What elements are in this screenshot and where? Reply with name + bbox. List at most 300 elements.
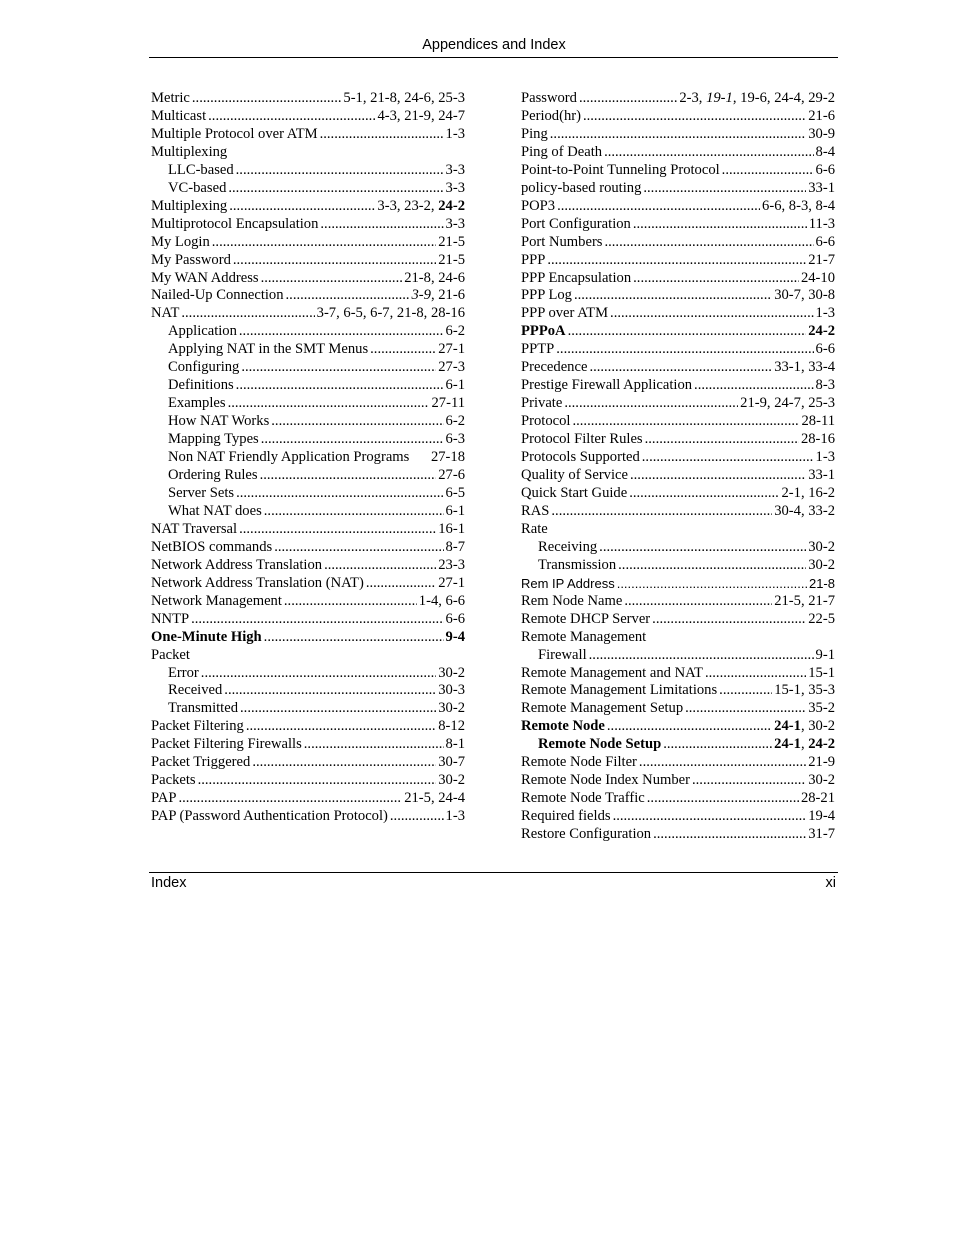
index-entry bbox=[521, 682, 835, 700]
dot-leader bbox=[192, 90, 341, 108]
index-entry bbox=[521, 108, 835, 126]
index-term: Required fields bbox=[521, 808, 611, 825]
index-term: How NAT Works bbox=[168, 413, 270, 430]
dot-leader bbox=[643, 180, 806, 198]
page-ref: 6-5 bbox=[445, 484, 465, 501]
dot-leader bbox=[252, 754, 436, 772]
index-term: Remote Management and NAT bbox=[521, 664, 703, 681]
dot-leader bbox=[366, 575, 436, 593]
index-term: Network Management bbox=[151, 592, 282, 609]
dot-leader bbox=[630, 467, 806, 485]
index-term: Quality of Service bbox=[521, 467, 628, 484]
index-term: Receiving bbox=[538, 538, 598, 555]
dot-leader bbox=[390, 808, 444, 826]
dot-leader bbox=[241, 359, 436, 377]
index-entry bbox=[151, 162, 465, 180]
index-page-refs bbox=[801, 790, 835, 808]
index-page-refs bbox=[446, 126, 465, 144]
index-term: Remote Management Limitations bbox=[521, 682, 718, 699]
dot-leader bbox=[246, 718, 436, 736]
page-ref: 2-3, bbox=[679, 90, 707, 106]
index-term: Protocol Filter Rules bbox=[521, 431, 643, 448]
dot-leader bbox=[613, 808, 807, 826]
index-page-refs bbox=[419, 593, 465, 611]
dot-leader bbox=[274, 539, 443, 557]
page-ref: 28-21 bbox=[800, 790, 835, 807]
dot-leader bbox=[191, 611, 443, 629]
index-term: PAP bbox=[151, 790, 177, 807]
index-term: Quick Start Guide bbox=[521, 484, 628, 501]
page-ref: 9-4 bbox=[445, 628, 465, 645]
index-term: Packets bbox=[151, 772, 196, 789]
page-ref: 5-1, 21-8, 24-6, 25-3 bbox=[343, 90, 465, 106]
index-term: Multiprotocol Encapsulation bbox=[151, 215, 319, 232]
footer-page-number: xi bbox=[825, 875, 836, 891]
index-entry bbox=[151, 252, 465, 270]
index-entry bbox=[521, 736, 835, 754]
index-entry bbox=[521, 700, 835, 718]
page-ref: 24-1 bbox=[774, 718, 801, 735]
index-page-refs bbox=[438, 359, 465, 377]
index-entry bbox=[521, 431, 835, 449]
dot-leader bbox=[304, 736, 444, 754]
dot-leader bbox=[564, 395, 738, 413]
index-entry bbox=[521, 521, 835, 539]
index-term: Network Address Translation bbox=[151, 556, 323, 573]
index-term: Rem IP Address bbox=[521, 575, 615, 591]
index-term: Packet Triggered bbox=[151, 754, 251, 771]
index-term: Rem Node Name bbox=[521, 592, 623, 609]
index-page-refs bbox=[438, 467, 465, 485]
page-ref: 27-11 bbox=[431, 395, 465, 412]
index-page-refs bbox=[816, 234, 835, 252]
index-page-refs bbox=[816, 341, 835, 359]
index-term: Protocol bbox=[521, 413, 571, 430]
dot-leader bbox=[599, 539, 806, 557]
index-entry bbox=[521, 808, 835, 826]
page-ref: 28-11 bbox=[801, 413, 835, 430]
index-term: Remote Management Setup bbox=[521, 700, 684, 717]
dot-leader bbox=[212, 234, 436, 252]
index-page-refs bbox=[438, 252, 465, 270]
page-ref: 24-2 bbox=[438, 197, 465, 214]
index-page-refs bbox=[377, 198, 465, 216]
index-entry bbox=[151, 593, 465, 611]
dot-leader bbox=[663, 736, 772, 754]
dot-leader bbox=[583, 108, 806, 126]
dot-leader bbox=[239, 521, 436, 539]
page-ref: 30-4, 33-2 bbox=[774, 502, 835, 519]
dot-leader bbox=[236, 485, 443, 503]
page-ref: , bbox=[800, 736, 809, 753]
page-ref: 6-6 bbox=[445, 610, 465, 627]
index-entry bbox=[151, 377, 465, 395]
index-entry bbox=[521, 575, 835, 593]
page-ref: 3-9 bbox=[411, 287, 431, 304]
index-entry bbox=[151, 718, 465, 736]
index-term: Packet Filtering Firewalls bbox=[151, 736, 302, 753]
index-term: PPTP bbox=[521, 341, 555, 358]
index-page-refs bbox=[446, 216, 465, 234]
index-page-refs bbox=[446, 736, 465, 754]
index-page-refs bbox=[740, 395, 835, 413]
dot-leader bbox=[607, 718, 772, 736]
index-term: Remote Node Filter bbox=[521, 754, 637, 771]
page-ref: 6-6 bbox=[815, 233, 835, 250]
index-page-refs bbox=[774, 593, 835, 611]
index-entry bbox=[151, 736, 465, 754]
page-ref: 24-2 bbox=[808, 736, 835, 753]
page-ref: 3-3 bbox=[445, 215, 465, 232]
index-page-refs bbox=[377, 108, 465, 126]
index-page-refs bbox=[808, 826, 835, 844]
index-page-refs bbox=[431, 395, 465, 413]
index-term: NAT bbox=[151, 305, 180, 322]
page-ref: , 19-6, 24-4, 29-2 bbox=[732, 90, 835, 106]
page-ref: 33-1 bbox=[808, 467, 835, 484]
index-entry bbox=[151, 790, 465, 808]
index-page-refs bbox=[808, 126, 835, 144]
index-page-refs bbox=[446, 180, 465, 198]
page-ref: 27-6 bbox=[438, 467, 465, 484]
index-page-refs bbox=[816, 647, 835, 665]
index-page-refs bbox=[446, 323, 465, 341]
index-entry bbox=[151, 557, 465, 575]
dot-leader bbox=[260, 467, 437, 485]
index-entry bbox=[521, 772, 835, 790]
index-page-refs bbox=[808, 108, 835, 126]
dot-leader bbox=[642, 449, 814, 467]
index-page-refs bbox=[774, 359, 835, 377]
index-entry bbox=[151, 629, 465, 647]
page-ref: 8-7 bbox=[445, 538, 465, 555]
footer-section-label: Index bbox=[151, 875, 187, 891]
page-ref: 30-7, 30-8 bbox=[774, 287, 835, 304]
dot-leader bbox=[228, 180, 443, 198]
page-ref: 8-4 bbox=[815, 143, 835, 160]
page-ref: 33-1, 33-4 bbox=[774, 359, 835, 376]
index-entry bbox=[151, 108, 465, 126]
index-page-refs bbox=[404, 270, 465, 288]
dot-leader bbox=[685, 700, 806, 718]
dot-leader bbox=[550, 126, 806, 144]
index-entry bbox=[521, 449, 835, 467]
page-ref: 22-5 bbox=[808, 610, 835, 627]
index-term: What NAT does bbox=[168, 502, 262, 519]
index-entry bbox=[151, 341, 465, 359]
index-term: policy-based routing bbox=[521, 179, 642, 196]
index-entry bbox=[521, 305, 835, 323]
index-entry bbox=[521, 539, 835, 557]
index-page-refs bbox=[774, 682, 835, 700]
index-entry bbox=[521, 395, 835, 413]
index-term: Packet bbox=[151, 646, 190, 663]
index-page-refs bbox=[762, 198, 835, 216]
dot-leader bbox=[557, 198, 760, 216]
index-entry bbox=[151, 413, 465, 431]
dot-leader bbox=[610, 305, 813, 323]
page-ref: 27-1 bbox=[438, 341, 465, 358]
index-entry bbox=[151, 395, 465, 413]
dot-leader bbox=[705, 665, 806, 683]
index-entry bbox=[521, 754, 835, 772]
dot-leader bbox=[240, 700, 436, 718]
page-ref: , 21-6 bbox=[430, 287, 465, 304]
page-footer bbox=[151, 875, 836, 891]
index-term: Prestige Firewall Application bbox=[521, 377, 693, 394]
index-page-refs bbox=[438, 234, 465, 252]
page-ref: 6-2 bbox=[445, 323, 465, 340]
index-term: NNTP bbox=[151, 610, 190, 627]
dot-leader bbox=[551, 503, 772, 521]
index-term: RAS bbox=[521, 502, 550, 519]
index-entry bbox=[151, 216, 465, 234]
dot-leader bbox=[264, 503, 444, 521]
dot-leader bbox=[568, 323, 807, 341]
page-ref: 24-2 bbox=[808, 323, 835, 340]
page-ref: 21-9 bbox=[808, 754, 835, 771]
index-page-refs bbox=[438, 700, 465, 718]
index-page-refs bbox=[781, 485, 835, 503]
index-page-refs bbox=[774, 736, 835, 754]
footer-rule bbox=[149, 872, 838, 873]
index-term: Precedence bbox=[521, 359, 588, 376]
index-term: Multiplexing bbox=[151, 143, 228, 160]
index-term: Password bbox=[521, 90, 577, 106]
dot-leader bbox=[198, 772, 437, 790]
index-term: Error bbox=[168, 664, 199, 681]
page-ref: 27-3 bbox=[438, 359, 465, 376]
dot-leader bbox=[261, 431, 444, 449]
index-entry bbox=[521, 198, 835, 216]
page-ref: 6-2 bbox=[445, 413, 465, 430]
dot-leader bbox=[692, 772, 806, 790]
page-ref: 30-2 bbox=[808, 772, 835, 789]
index-entry bbox=[521, 665, 835, 683]
index-page-refs bbox=[808, 252, 835, 270]
index-term: Server Sets bbox=[168, 484, 235, 501]
page-ref: 21-5 bbox=[438, 251, 465, 268]
index-page-refs bbox=[438, 682, 465, 700]
index-page-refs bbox=[774, 287, 835, 305]
index-page-refs bbox=[808, 665, 835, 683]
index-term: Application bbox=[168, 323, 237, 340]
dot-leader bbox=[324, 557, 436, 575]
dot-leader bbox=[236, 377, 444, 395]
index-entry bbox=[521, 593, 835, 611]
page-ref: 28-16 bbox=[800, 431, 835, 448]
page-ref: 21-5 bbox=[438, 233, 465, 250]
index-term: Multiplexing bbox=[151, 197, 228, 214]
dot-leader bbox=[239, 323, 444, 341]
index-term: Transmission bbox=[538, 556, 617, 573]
index-entry bbox=[521, 611, 835, 629]
index-entry bbox=[521, 718, 835, 736]
page-ref: 24-1 bbox=[774, 736, 801, 753]
index-entry bbox=[151, 449, 465, 467]
page-ref: 30-3 bbox=[438, 682, 465, 699]
index-entry bbox=[521, 826, 835, 844]
index-term: Remote Node Setup bbox=[538, 736, 662, 753]
dot-leader bbox=[271, 413, 443, 431]
index-term: Period(hr) bbox=[521, 107, 581, 124]
index-entry bbox=[151, 431, 465, 449]
page-ref: 31-7 bbox=[808, 826, 835, 843]
index-entry bbox=[151, 287, 465, 305]
dot-leader bbox=[722, 162, 814, 180]
index-entry bbox=[521, 287, 835, 305]
index-term: Remote Node bbox=[521, 718, 605, 735]
index-entry bbox=[151, 270, 465, 288]
page-ref: 21-7 bbox=[808, 251, 835, 268]
index-term: Firewall bbox=[538, 646, 587, 663]
index-page-refs bbox=[438, 521, 465, 539]
index-term: My WAN Address bbox=[151, 269, 259, 286]
page-ref: 27-1 bbox=[438, 574, 465, 591]
index-entry bbox=[521, 503, 835, 521]
index-term: Mapping Types bbox=[168, 431, 259, 448]
page-ref: 15-1 bbox=[808, 664, 835, 681]
index-entry bbox=[521, 557, 835, 575]
index-page-refs bbox=[438, 665, 465, 683]
page-ref: 8-12 bbox=[438, 718, 465, 735]
index-term: Rate bbox=[521, 520, 548, 537]
index-page-refs bbox=[438, 718, 465, 736]
page-ref: 16-1 bbox=[438, 520, 465, 537]
index-entry bbox=[521, 144, 835, 162]
index-term: POP3 bbox=[521, 197, 556, 214]
index-entry bbox=[521, 162, 835, 180]
dot-leader bbox=[645, 431, 799, 449]
dot-leader bbox=[201, 665, 436, 683]
index-page-refs bbox=[808, 557, 835, 575]
index-term: Metric bbox=[151, 90, 190, 106]
page-ref: 1-3 bbox=[815, 305, 835, 322]
index-term: Port Configuration bbox=[521, 215, 631, 232]
page-ref: 6-6 bbox=[815, 161, 835, 178]
index-page-refs bbox=[808, 808, 835, 826]
page-ref: 21-6 bbox=[808, 107, 835, 124]
page-ref: 15-1, 35-3 bbox=[774, 682, 835, 699]
index-entry bbox=[521, 629, 835, 647]
index-page-refs bbox=[446, 485, 465, 503]
index-term: Examples bbox=[168, 395, 226, 412]
index-term: Point-to-Point Tunneling Protocol bbox=[521, 161, 720, 178]
index-term: Remote Node Traffic bbox=[521, 790, 645, 807]
index-entry bbox=[151, 323, 465, 341]
dot-leader bbox=[647, 790, 799, 808]
index-term: Ping bbox=[521, 125, 548, 142]
index-term: One-Minute High bbox=[151, 628, 262, 645]
index-page-refs bbox=[343, 90, 465, 108]
page-ref: 8-1 bbox=[445, 736, 465, 753]
index-entry bbox=[151, 539, 465, 557]
index-page-refs bbox=[431, 449, 465, 467]
index-entry bbox=[151, 90, 465, 108]
index-entry bbox=[521, 790, 835, 808]
index-term: Ordering Rules bbox=[168, 467, 258, 484]
dot-leader bbox=[652, 611, 806, 629]
index-entry bbox=[151, 700, 465, 718]
index-term: Received bbox=[168, 682, 223, 699]
index-entry bbox=[521, 234, 835, 252]
index-entry bbox=[151, 126, 465, 144]
index-entry bbox=[151, 198, 465, 216]
index-entry bbox=[521, 180, 835, 198]
page-ref: 1-3 bbox=[445, 808, 465, 825]
index-entry bbox=[521, 216, 835, 234]
index-page-refs bbox=[446, 377, 465, 395]
page-ref: 11-3 bbox=[808, 215, 835, 232]
index-entry bbox=[521, 647, 835, 665]
index-entry bbox=[521, 90, 835, 108]
header-rule bbox=[149, 57, 838, 58]
page-ref: 4-3, 21-9, 24-7 bbox=[377, 107, 465, 124]
dot-leader bbox=[617, 575, 807, 593]
index-term: Restore Configuration bbox=[521, 826, 652, 843]
page-ref: 23-3 bbox=[438, 556, 465, 573]
dot-leader bbox=[181, 305, 314, 323]
dot-leader bbox=[618, 557, 806, 575]
dot-leader bbox=[370, 341, 436, 359]
index-entry bbox=[151, 234, 465, 252]
index-page-refs bbox=[404, 790, 465, 808]
index-entry bbox=[521, 413, 835, 431]
page-ref: , 30-2 bbox=[800, 718, 835, 735]
index-entry bbox=[151, 808, 465, 826]
index-page-refs bbox=[438, 341, 465, 359]
index-entry bbox=[151, 503, 465, 521]
dot-leader bbox=[284, 593, 417, 611]
index-entry bbox=[521, 377, 835, 395]
index-page-refs bbox=[411, 287, 465, 305]
dot-leader bbox=[633, 270, 799, 288]
dot-leader bbox=[589, 647, 814, 665]
index-term: PPP bbox=[521, 251, 546, 268]
index-page-refs bbox=[317, 305, 465, 323]
dot-leader bbox=[320, 126, 444, 144]
dot-leader bbox=[286, 287, 410, 305]
page-ref: 6-1 bbox=[445, 502, 465, 519]
index-term: Private bbox=[521, 395, 563, 412]
index-entry bbox=[151, 611, 465, 629]
index-term: PPP over ATM bbox=[521, 305, 609, 322]
dot-leader bbox=[589, 359, 772, 377]
index-page-refs bbox=[774, 503, 835, 521]
page-ref: 19-1 bbox=[706, 90, 733, 106]
page-ref: 6-6, 8-3, 8-4 bbox=[762, 197, 835, 214]
index-entry bbox=[151, 575, 465, 593]
index-page-refs bbox=[808, 180, 835, 198]
dot-leader bbox=[236, 162, 444, 180]
dot-leader bbox=[579, 90, 677, 108]
index-entry bbox=[151, 665, 465, 683]
index-entry bbox=[151, 521, 465, 539]
index-entry bbox=[151, 772, 465, 790]
index-page-refs bbox=[808, 467, 835, 485]
page-ref: 30-2 bbox=[438, 772, 465, 789]
index-term: PPP Log bbox=[521, 287, 572, 304]
dot-leader bbox=[229, 198, 375, 216]
index-entry bbox=[521, 323, 835, 341]
dot-leader bbox=[320, 216, 443, 234]
dot-leader bbox=[574, 287, 772, 305]
index-term: Port Numbers bbox=[521, 233, 603, 250]
page-ref: 8-3 bbox=[815, 377, 835, 394]
page-ref: 30-7 bbox=[438, 754, 465, 771]
dot-leader bbox=[264, 629, 444, 647]
index-term: NetBIOS commands bbox=[151, 538, 273, 555]
